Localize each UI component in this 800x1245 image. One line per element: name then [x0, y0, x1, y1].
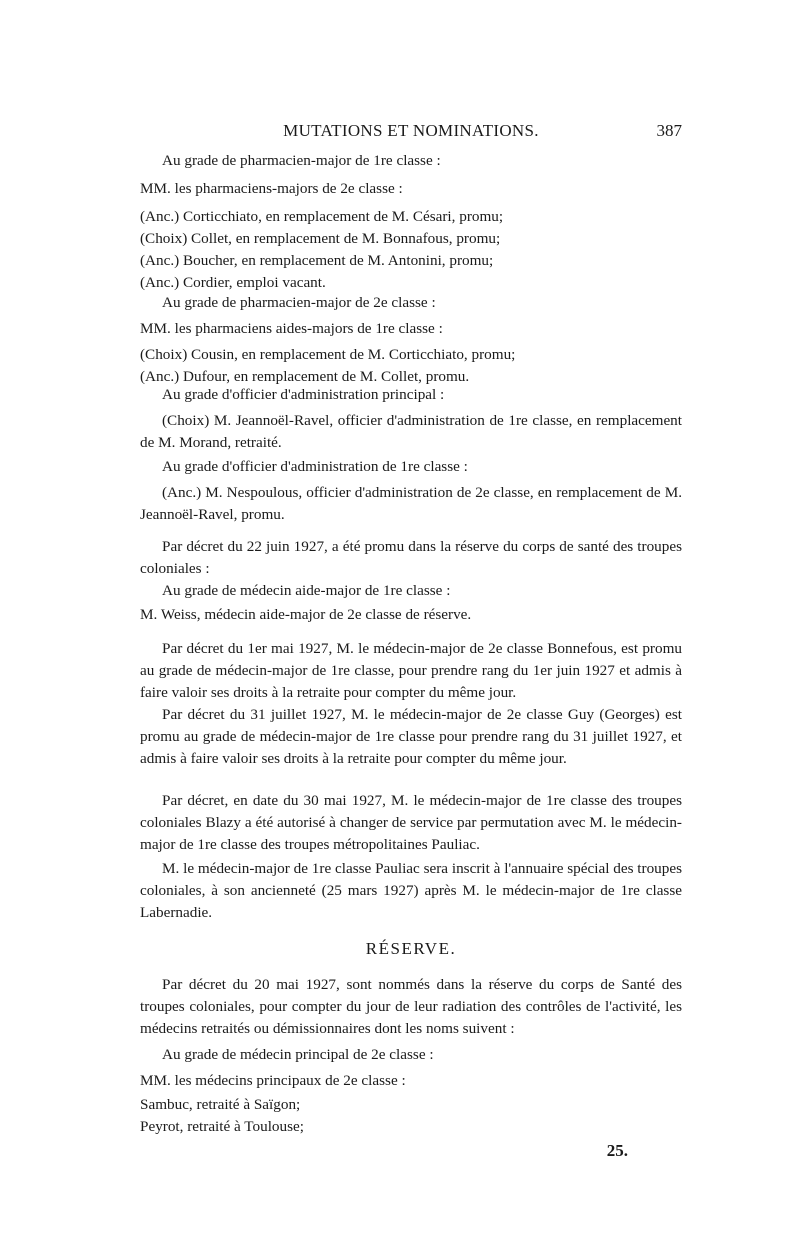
- rank-heading: Au grade de médecin aide-major de 1re classe :: [162, 582, 451, 599]
- decree-paragraph: Par décret, en date du 30 mai 1927, M. le médecin-major de 1re classe des troupes coloniales Blazy a été autorisé à changer de service par permutation avec M. le médecin-major de 1re classe des troupes métropolitaines Pauliac.: [140, 792, 682, 853]
- running-title: MUTATIONS ET NOMINATIONS.: [283, 121, 539, 140]
- nomination-list: [140, 206, 682, 294]
- page-number: 387: [656, 121, 682, 140]
- nomination-list: [140, 344, 682, 388]
- section-title: RÉSERVE.: [365, 939, 457, 958]
- list-item: (Anc.) Boucher, en remplacement de M. Antonini, promu;: [140, 252, 494, 269]
- rank-heading: Au grade d'officier d'administration principal :: [162, 386, 445, 403]
- group-heading: MM. les pharmaciens aides-majors de 1re classe :: [140, 320, 443, 337]
- list-item: (Anc.) Corticchiato, en remplacement de M. Césari, promu;: [140, 208, 504, 225]
- list-item: Sambuc, retraité à Saïgon;: [140, 1096, 301, 1113]
- list-item: (Anc.) Cordier, emploi vacant.: [140, 274, 326, 291]
- nomination-entry: (Choix) M. Jeannoël-Ravel, officier d'administration de 1re classe, en remplacement de M. Morand, retraité.: [140, 412, 682, 451]
- decree-paragraph: Par décret du 20 mai 1927, sont nommés dans la réserve du corps de Santé des troupes coloniales, pour compter du jour de leur radiation des contrôles de l'activité, les médecins retraités ou démissionnaires dont les noms suivent :: [140, 976, 682, 1037]
- rank-heading: Au grade de médecin principal de 2e classe :: [162, 1046, 434, 1063]
- rank-heading: Au grade de pharmacien-major de 1re classe :: [162, 152, 441, 169]
- rank-heading: Au grade d'officier d'administration de 1re classe :: [162, 458, 468, 475]
- decree-paragraph: Par décret du 31 juillet 1927, M. le médecin-major de 2e classe Guy (Georges) est promu au grade de médecin-major de 1re classe pour prendre rang du 31 juillet 1927, et admis à faire valoir ses droits à la retraite pour compter du même jour.: [140, 706, 682, 767]
- nomination-list: [140, 1094, 682, 1138]
- running-header: [140, 118, 682, 142]
- decree-paragraph: M. le médecin-major de 1re classe Pauliac sera inscrit à l'annuaire spécial des troupes coloniales, à son ancienneté (25 mars 1927) après M. le médecin-major de 1re classe Labernadie.: [140, 860, 682, 921]
- signature-mark: 25.: [606, 1141, 628, 1160]
- list-item: (Anc.) Dufour, en remplacement de M. Collet, promu.: [140, 368, 470, 385]
- nomination-entry: (Anc.) M. Nespoulous, officier d'administration de 2e classe, en remplacement de M. Jeannoël-Ravel, promu.: [140, 484, 682, 523]
- decree-paragraph: Par décret du 1er mai 1927, M. le médecin-major de 2e classe Bonnefous, est promu au grade de médecin-major de 1re classe, pour prendre rang du 1er juin 1927 et admis à faire valoir ses droits à la retraite pour compter du même jour.: [140, 640, 682, 701]
- list-item: (Choix) Collet, en remplacement de M. Bonnafous, promu;: [140, 230, 501, 247]
- group-heading: MM. les pharmaciens-majors de 2e classe :: [140, 180, 403, 197]
- list-item: (Choix) Cousin, en remplacement de M. Corticchiato, promu;: [140, 346, 516, 363]
- group-heading: MM. les médecins principaux de 2e classe :: [140, 1072, 406, 1089]
- decree-paragraph: Par décret du 22 juin 1927, a été promu dans la réserve du corps de santé des troupes coloniales :: [140, 538, 682, 577]
- nomination-entry: M. Weiss, médecin aide-major de 2e classe de réserve.: [140, 606, 472, 623]
- rank-heading: Au grade de pharmacien-major de 2e classe :: [162, 294, 436, 311]
- list-item: Peyrot, retraité à Toulouse;: [140, 1118, 304, 1135]
